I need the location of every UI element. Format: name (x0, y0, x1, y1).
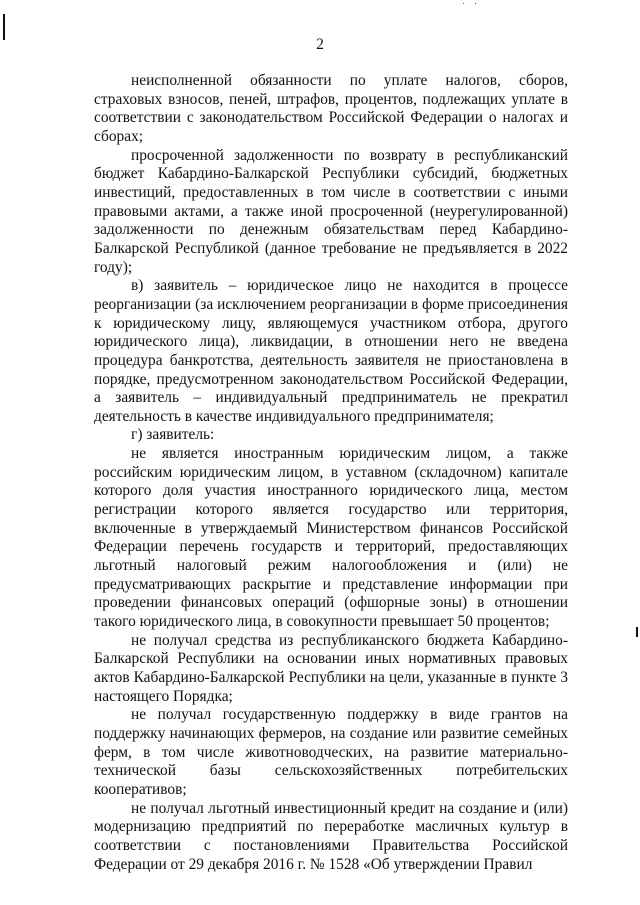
paragraph-item-g-header: г) заявитель: (131, 426, 215, 444)
paragraph-unpaid-taxes: неисполненной обязанности по уплате налогов, сборов, страховых взносов, пеней, штрафов, процентов, подлежащих уплате в соответствии с законодательством Российской Федерации о налогах и сборах; (94, 72, 568, 145)
paragraph-no-preferential-credit: не получал льготный инвестиционный кредит на создание и (или) модернизацию предприятий по переработке масличных культур в соответствии с постановлениями Правительства Российской Федерации от 29 декабря 2016 г. № 1528 «Об утверждении Правил (94, 799, 568, 873)
scan-dots: · · (462, 0, 481, 10)
page-number: 2 (316, 36, 324, 53)
paragraph-no-grants: не получал государственную поддержку в виде грантов на поддержку начинающих фермеров, на создание или развитие семейных ферм, в том числе животноводческих, на развитие материально-технической базы сельскохозяйственных потребительских кооперативов; (94, 706, 568, 798)
paragraph-not-foreign-entity: не является иностранным юридическим лицом, а также российским юридическим лицом, в уставном (складочном) капитале которого доля участия иностранного юридического лица, местом регистрации которого является государство или территория, включенные в утверждаемый Министерством финансов Российской Федерации перечень государств и территорий, предоставляющих льготный налоговый режим налогообложения и (или) не предусматривающих раскрытие и представление информации при проведении финансовых операций (офшорные зоны) в отношении такого юридического лица, в совокупности превышает 50 процентов; (94, 445, 568, 631)
paragraph-overdue-debt: просроченной задолженности по возврату в республиканский бюджет Кабардино-Балкарской Республики субсидий, бюджетных инвестиций, предоставленных в том числе в соответствии с иными правовыми актами, а также иной просроченной (неурегулированной) задолженности по денежным обязательствам перед Кабардино-Балкарской Республикой (данное требование не предъявляется в 2022 году); (94, 146, 568, 276)
paragraph-item-v-reorganization: в) заявитель – юридическое лицо не находится в процессе реорганизации (за исключением реорганизации в форме присоединения к юридическому лицу, являющемуся участником отбора, другого юридического лица), ликвидации, в отношении него не введена процедура банкротства, деятельность заявителя не приостановлена в порядке, предусмотренном законодательством Российской Федерации, а заявитель – индивидуальный предприниматель не прекратил деятельность в качестве индивидуального предпринимателя; (94, 277, 568, 425)
document-body (94, 72, 568, 874)
scan-margin-mark-right (636, 627, 638, 637)
paragraph-no-budget-funds: не получал средства из республиканского бюджета Кабардино-Балкарской Республики на основании иных нормативных правовых актов Кабардино-Балкарской Республики на цели, указанные в пункте 3 настоящего Порядка; (94, 631, 568, 705)
